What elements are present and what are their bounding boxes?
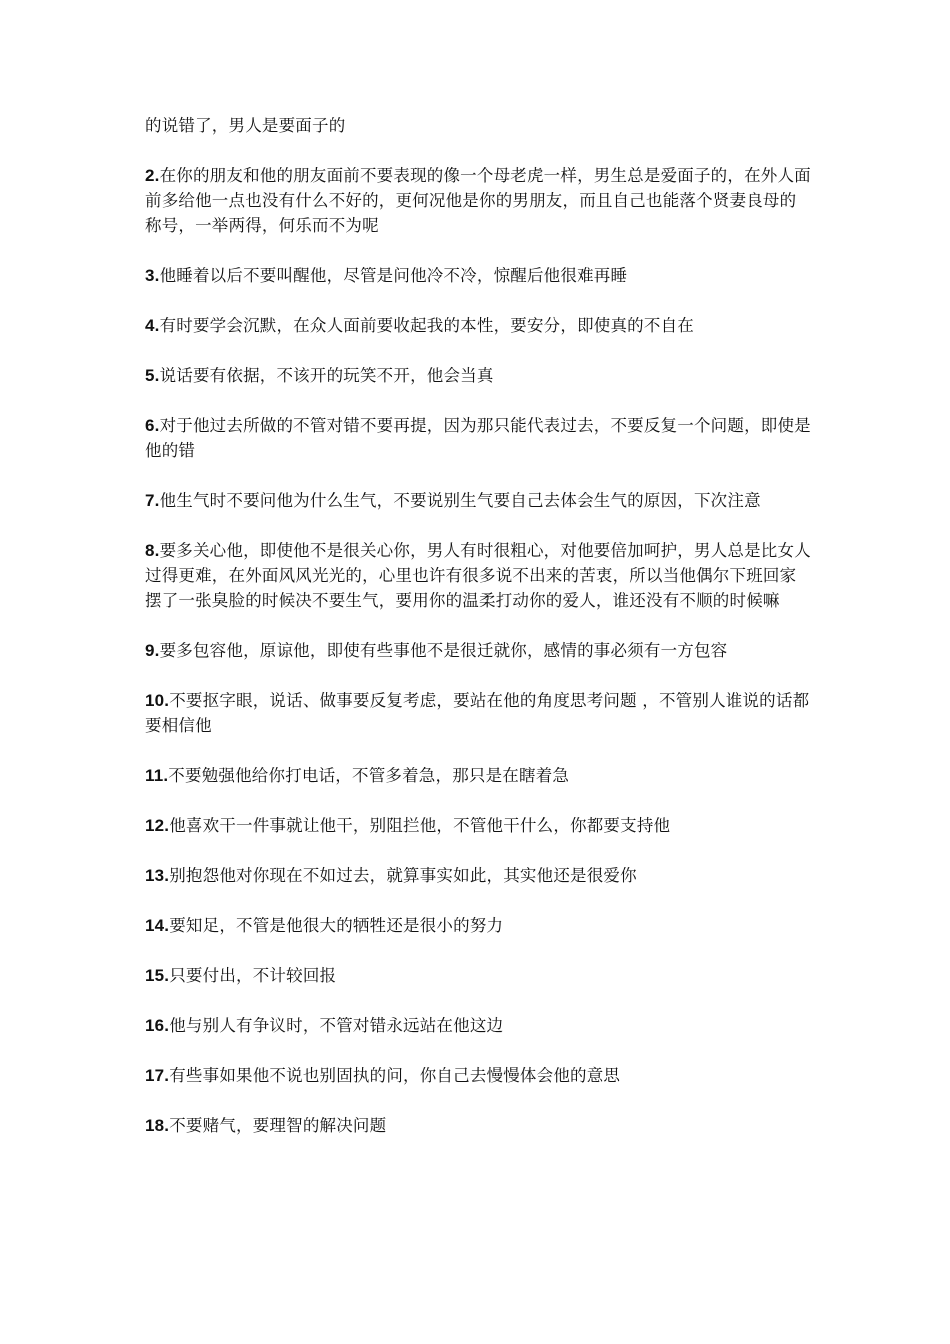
item-number: 14. <box>145 916 170 935</box>
document-body <box>145 113 811 1163</box>
item-text: 有时要学会沉默，在众人面前要收起我的本性，要安分，即使真的不自在 <box>159 316 694 335</box>
item-text: 在你的朋友和他的朋友面前不要表现的像一个母老虎一样，男生总是爱面子的，在外人面前多给他一点也没有什么不好的，更何况他是你的男朋友，而且自己也能落个贤妻良母的称号，一举两得，何乐而不为呢 <box>145 166 811 235</box>
item-number: 13. <box>145 866 170 885</box>
item-text: 说话要有依据，不该开的玩笑不开，他会当真 <box>159 366 494 385</box>
list-item-7 <box>145 488 811 513</box>
item-text: 不要赌气，要理智的解决问题 <box>169 1116 387 1135</box>
item-text: 他生气时不要问他为什么生气，不要说别生气要自己去体会生气的原因，下次注意 <box>159 491 761 510</box>
list-item-15 <box>145 963 811 988</box>
item-number: 10. <box>145 691 170 710</box>
item-text: 对于他过去所做的不管对错不要再提，因为那只能代表过去，不要反复一个问题，即使是他的错 <box>145 416 811 460</box>
item-number: 17. <box>145 1066 170 1085</box>
item-number: 5. <box>145 366 160 385</box>
list-item-18 <box>145 1113 811 1138</box>
item-number: 2. <box>145 166 160 185</box>
paragraph-continuation <box>145 113 811 138</box>
list-item-6 <box>145 413 811 463</box>
item-text: 他与别人有争议时，不管对错永远站在他这边 <box>169 1016 504 1035</box>
list-item-12 <box>145 813 811 838</box>
list-item-9 <box>145 638 811 663</box>
item-number: 12. <box>145 816 170 835</box>
list-item-5 <box>145 363 811 388</box>
list-item-2 <box>145 163 811 238</box>
item-number: 8. <box>145 541 160 560</box>
list-item-14 <box>145 913 811 938</box>
item-number: 6. <box>145 416 160 435</box>
item-number: 4. <box>145 316 160 335</box>
item-number: 9. <box>145 641 160 660</box>
item-text: 要知足，不管是他很大的牺牲还是很小的努力 <box>169 916 504 935</box>
item-text: 别抱怨他对你现在不如过去，就算事实如此，其实他还是很爱你 <box>169 866 637 885</box>
item-number: 18. <box>145 1116 170 1135</box>
item-text: 他喜欢干一件事就让他干，别阻拦他，不管他干什么，你都要支持他 <box>169 816 671 835</box>
item-number: 3. <box>145 266 160 285</box>
list-item-3 <box>145 263 811 288</box>
item-text: 要多包容他，原谅他，即使有些事他不是很迁就你，感情的事必须有一方包容 <box>159 641 728 660</box>
item-text: 的说错了，男人是要面子的 <box>145 116 346 135</box>
item-text: 不要抠字眼，说话、做事要反复考虑，要站在他的角度思考问题 ，不管别人谁说的话都要相信他 <box>145 691 810 735</box>
item-number: 16. <box>145 1016 170 1035</box>
item-text: 有些事如果他不说也别固执的问，你自己去慢慢体会他的意思 <box>169 1066 621 1085</box>
list-item-13 <box>145 863 811 888</box>
list-item-11 <box>145 763 811 788</box>
list-item-17 <box>145 1063 811 1088</box>
item-text: 只要付出，不计较回报 <box>169 966 337 985</box>
item-text: 要多关心他，即使他不是很关心你，男人有时很粗心，对他要倍加呵护，男人总是比女人过得更难，在外面风风光光的，心里也许有很多说不出来的苦衷，所以当他偶尔下班回家摆了一张臭脸的时候决不要生气，要用你的温柔打动你的爱人，谁还没有不顺的时候嘛 <box>145 541 811 610</box>
list-item-10 <box>145 688 811 738</box>
item-number: 15. <box>145 966 170 985</box>
list-item-4 <box>145 313 811 338</box>
item-number: 7. <box>145 491 160 510</box>
list-item-8 <box>145 538 811 613</box>
item-text: 他睡着以后不要叫醒他，尽管是问他冷不冷，惊醒后他很难再睡 <box>159 266 628 285</box>
list-item-16 <box>145 1013 811 1038</box>
item-number: 11. <box>145 766 169 785</box>
item-text: 不要勉强他给你打电话，不管多着急，那只是在瞎着急 <box>168 766 570 785</box>
